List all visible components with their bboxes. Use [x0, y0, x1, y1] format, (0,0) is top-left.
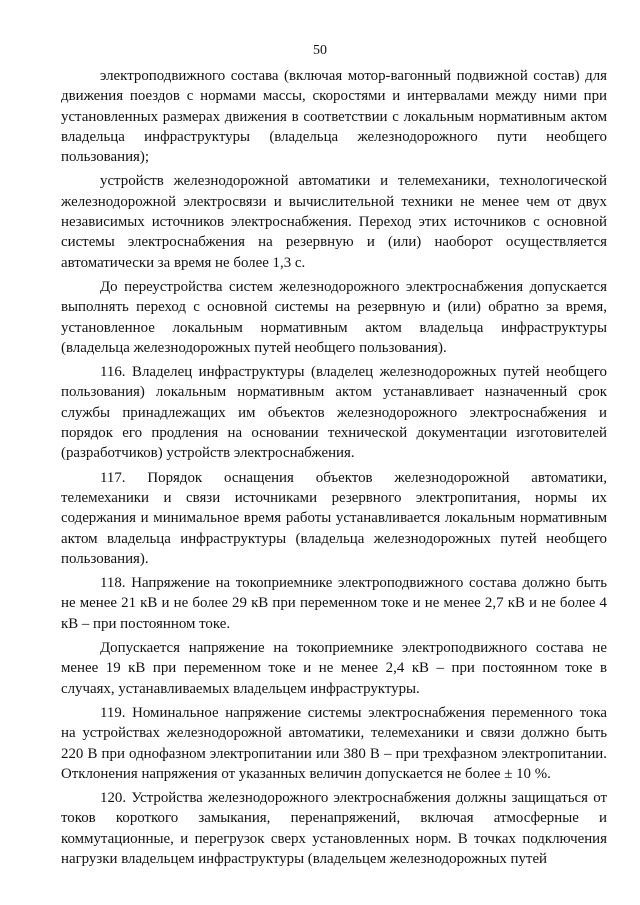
document-body [61, 66, 607, 873]
paragraph: 120. Устройства железнодорожного электроснабжения должны защищаться от токов короткого замыкания, перенапряжений, включая атмосферные и коммутационные, и перегрузок сверх установленных норм. В точках подключения нагрузки владельцем инфраструктуры (владельцем железнодорожных путей [61, 790, 607, 867]
paragraph: Допускается напряжение на токоприемнике электроподвижного состава не менее 19 кВ при переменном токе и не менее 2,4 кВ – при постоянном токе в случаях, устанавливаемых владельцем инфраструктуры. [61, 640, 607, 697]
paragraph: электроподвижного состава (включая мотор-вагонный подвижной состав) для движения поездов с нормами массы, скоростями и интервалами между ними при установленных размерах движения в соответствии с локальным нормативным актом владельца инфраструктуры (владельца железнодорожного пути необщего пользования); [61, 68, 607, 166]
paragraph: 117. Порядок оснащения объектов железнодорожной автоматики, телемеханики и связи источниками резервного электропитания, нормы их содержания и минимальное время работы устанавливается локальным нормативным актом владельца инфраструктуры (владельца железнодорожных путей необщего пользования). [61, 469, 607, 567]
paragraph: устройств железнодорожной автоматики и телемеханики, технологической железнодорожной электросвязи и вычислительной техники не менее чем от двух независимых источников электроснабжения. Переход этих источников с основной системы электроснабжения на резервную и (или) наоборот осуществляется автоматически за время не более 1,3 с. [61, 173, 607, 271]
paragraph: 118. Напряжение на токоприемнике электроподвижного состава должно быть не менее 21 кВ и не более 29 кВ при переменном токе и не менее 2,7 кВ и не более 4 кВ – при постоянном токе. [61, 575, 607, 632]
paragraph: 119. Номинальное напряжение системы электроснабжения переменного тока на устройствах железнодорожной автоматики, телемеханики и связи должно быть 220 В при однофазном электропитании или 380 В – при трехфазном электропитании. Отклонения напряжения от указанных величин допускается не более ± 10 %. [61, 704, 607, 782]
paragraph: До переустройства систем железнодорожного электроснабжения допускается выполнять переход с основной системы на резервную и (или) обратно за время, установленное локальным нормативным актом владельца инфраструктуры (владельца железнодорожных путей необщего пользования). [61, 278, 607, 356]
page-number: 50 [313, 43, 327, 58]
paragraph: 116. Владелец инфраструктуры (владелец железнодорожных путей необщего пользования) локальным нормативным актом устанавливает назначенный срок службы принадлежащих им объектов железнодорожного электроснабжения и порядок его продления на основании технической документации изготовителей (разработчиков) устройств электроснабжения. [61, 364, 607, 462]
